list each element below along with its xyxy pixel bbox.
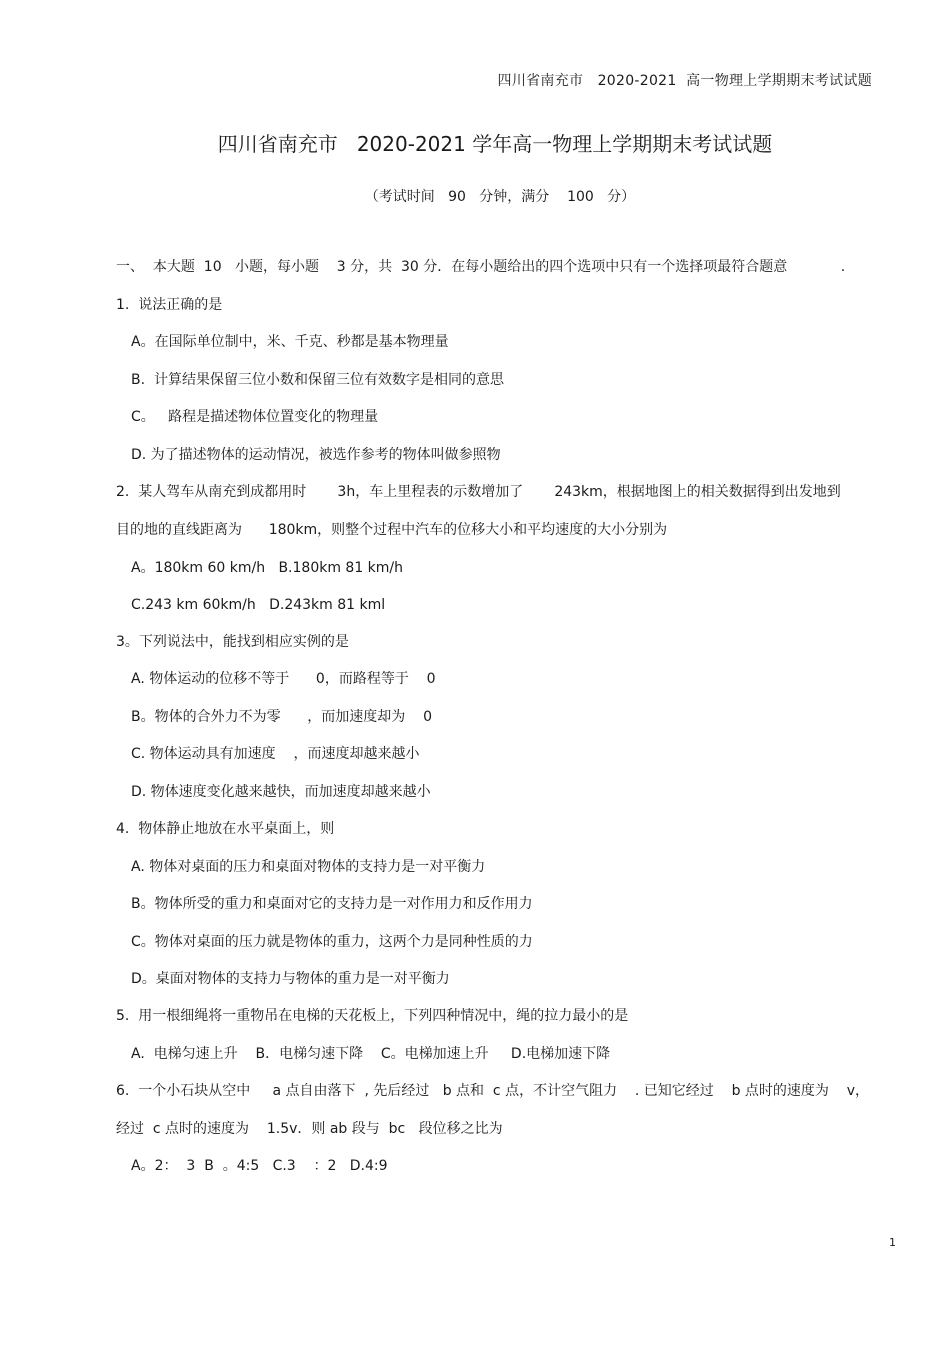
q4-option-c: C。物体对桌面的压力就是物体的重力，这两个力是同种性质的力: [131, 934, 533, 950]
q5-options: A. 电梯匀速上升 B．电梯匀速下降 C。电梯加速上升 D.电梯加速下降: [131, 1046, 611, 1062]
q1-option-a: A。在国际单位制中，米、千克、秒都是基本物理量: [131, 334, 449, 350]
running-header: 四川省南充市 2020-2021 高一物理上学期期末考试试题: [497, 73, 872, 89]
q1-option-b: B. 计算结果保留三位小数和保留三位有效数字是相同的意思: [131, 372, 504, 388]
q1-option-c: C。 路程是描述物体位置变化的物理量: [131, 409, 379, 425]
q4-option-a: A. 物体对桌面的压力和桌面对物体的支持力是一对平衡力: [131, 859, 486, 875]
q4-option-b: B。物体所受的重力和桌面对它的支持力是一对作用力和反作用力: [131, 896, 533, 912]
document-title: 四川省南充市 2020-2021 学年高一物理上学期期末考试试题: [217, 132, 773, 156]
question-3: 3。下列说法中，能找到相应实例的是: [116, 634, 349, 650]
q1-option-d: D. 为了描述物体的运动情况，被选作参考的物体叫做参照物: [131, 447, 501, 463]
question-2-continued: 目的地的直线距离为 180km，则整个过程中汽车的位移大小和平均速度的大小分别为: [116, 522, 668, 538]
q2-options-ab: A。180km 60 km/h B.180km 81 km/h: [131, 560, 404, 576]
question-2: 2. 某人驾车从南充到成都用时 3h，车上里程表的示数增加了 243km，根据地图上的相关数据得到出发地到: [116, 484, 841, 500]
q3-option-a: A. 物体运动的位移不等于 0，而路程等于 0: [131, 671, 436, 687]
q4-option-d: D。桌面对物体的支持力与物体的重力是一对平衡力: [131, 971, 450, 987]
page-number: 1: [889, 1236, 896, 1249]
section-instruction: 一、 本大题 10 小题，每小题 3 分，共 30 分．在每小题给出的四个选项中只有一个选择项最符合题意 .: [116, 259, 846, 275]
question-4: 4. 物体静止地放在水平桌面上，则: [116, 821, 335, 837]
question-5: 5. 用一根细绳将一重物吊在电梯的天花板上，下列四种情况中，绳的拉力最小的是: [116, 1008, 629, 1024]
q6-options: A。2： 3 B 。4:5 C.3 ：2 D.4:9: [131, 1158, 388, 1174]
q3-option-c: C. 物体运动具有加速度 ，而速度却越来越小: [131, 746, 420, 762]
q2-options-cd: C.243 km 60km/h D.243km 81 kml: [131, 597, 386, 613]
q3-option-d: D. 物体速度变化越来越快，而加速度却越来越小: [131, 784, 431, 800]
question-1: 1. 说法正确的是: [116, 297, 223, 313]
q3-option-b: B。物体的合外力不为零 ，而加速度却为 0: [131, 709, 433, 725]
exam-info: （考试时间 90 分钟，满分 100 分）: [364, 189, 636, 205]
question-6-continued: 经过 c 点时的速度为 1.5v．则 ab 段与 bc 段位移之比为: [116, 1121, 503, 1137]
question-6: 6. 一个小石块从空中 a 点自由落下 , 先后经过 b 点和 c 点，不计空气阻力 . 已知它经过 b 点时的速度为 v，: [116, 1083, 869, 1099]
